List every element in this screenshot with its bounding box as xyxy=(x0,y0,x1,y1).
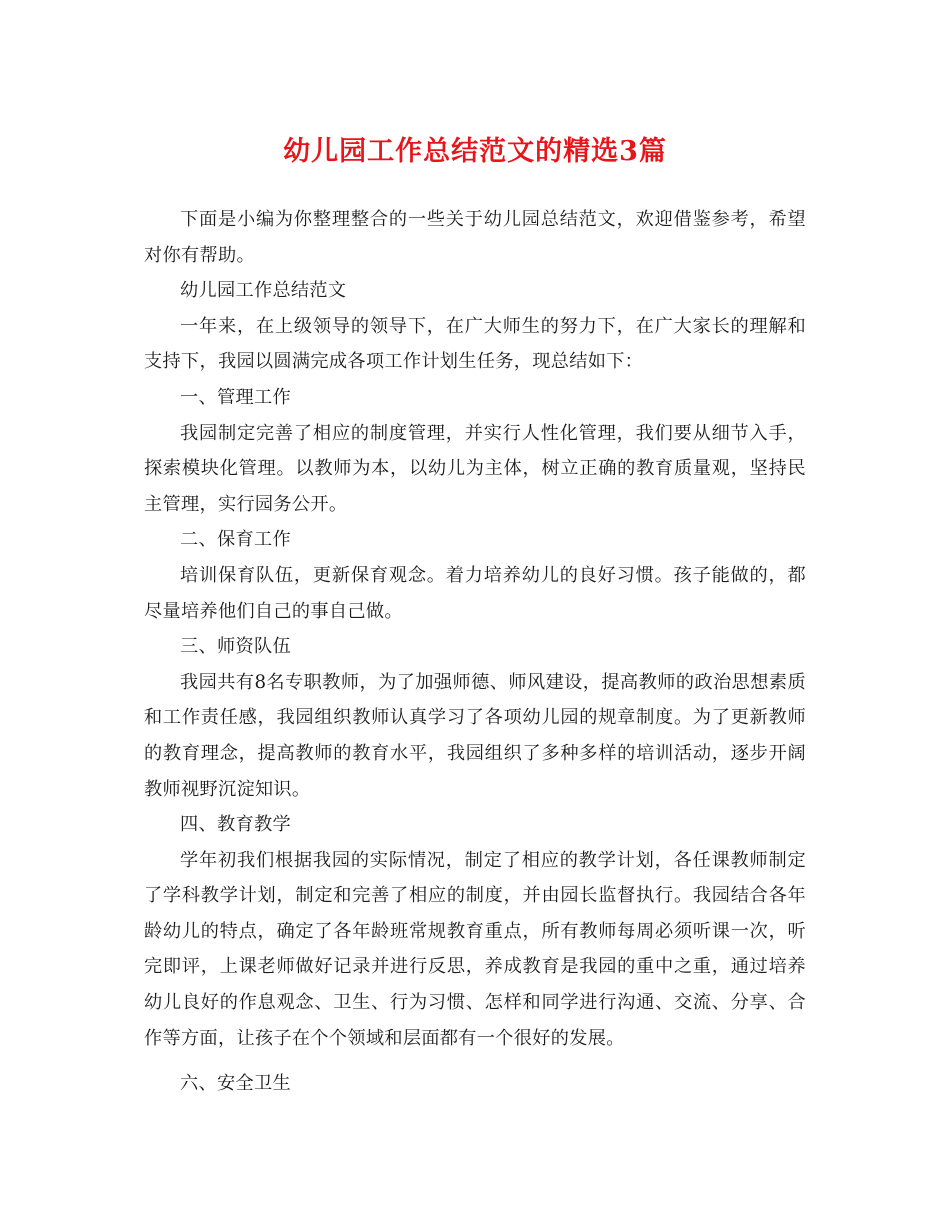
overview-paragraph: 一年来，在上级领导的领导下，在广大师生的努力下，在广大家长的理解和支持下，我园以圆满完成各项工作计划生任务，现总结如下： xyxy=(144,315,806,373)
management-paragraph: 我园制定完善了相应的制度管理，并实行人性化管理，我们要从细节入手，探索模块化管理。以教师为本，以幼儿为主体，树立正确的教育质量观，坚持民主管理，实行园务公开。 xyxy=(144,422,806,515)
section-heading-management: 一、管理工作 xyxy=(180,386,291,408)
document-title: 幼儿园工作总结范文的精选3篇 xyxy=(283,136,667,167)
teachers-paragraph: 我园共有8名专职教师，为了加强师德、师风建设，提高教师的政治思想素质和工作责任感，我园组织教师认真学习了各项幼儿园的规章制度。为了更新教师的教育理念，提高教师的教育水平，我园组织了多种多样的培训活动，逐步开阔教师视野沉淀知识。 xyxy=(144,671,806,800)
teaching-paragraph: 学年初我们根据我园的实际情况，制定了相应的教学计划，各任课教师制定了学科教学计划，制定和完善了相应的制度，并由园长监督执行。我园结合各年龄幼儿的特点，确定了各年龄班常规教育重点，所有教师每周必须听课一次，听完即评，上课老师做好记录并进行反思，养成教育是我园的重中之重，通过培养幼儿良好的作息观念、卫生、行为习惯、怎样和同学进行沟通、交流、分享、合作等方面，让孩子在个个领域和层面都有一个很好的发展。 xyxy=(144,849,806,1049)
section-heading-care: 二、保育工作 xyxy=(180,529,291,551)
section-heading-safety: 六、安全卫生 xyxy=(180,1073,291,1095)
section-heading-teachers: 三、师资队伍 xyxy=(180,636,291,658)
section-heading-teaching: 四、教育教学 xyxy=(180,814,291,836)
document-body xyxy=(144,202,806,1102)
section-heading-summary: 幼儿园工作总结范文 xyxy=(180,280,347,302)
intro-paragraph: 下面是小编为你整理整合的一些关于幼儿园总结范文，欢迎借鉴参考，希望对你有帮助。 xyxy=(144,209,806,266)
care-paragraph: 培训保育队伍，更新保育观念。着力培养幼儿的良好习惯。孩子能做的，都尽量培养他们自己的事自己做。 xyxy=(144,564,806,622)
